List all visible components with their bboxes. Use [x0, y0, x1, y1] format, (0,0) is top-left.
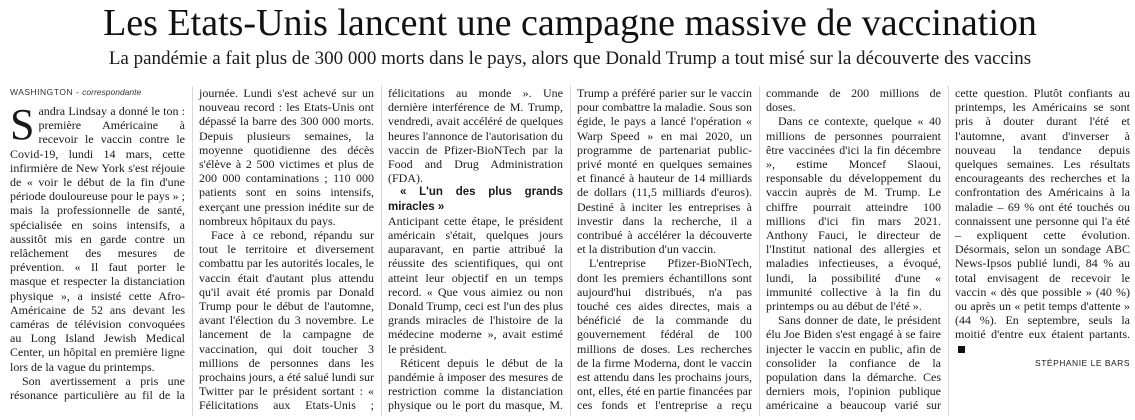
paragraph-3: Face à ce rebond, répandu sur tout le territoire et diversement combattu par les autorités locales, le vaccin était d'autant plus attendu qu'il avait été promis par Donald Trump pour le début de l'automne, avant l'élection du 3 novembre. Le lancement de la campagne de vaccination, qui doit toucher 3 millions de personnes dans les prochains jours, a été salué lundi sur Twitter par le président sortant : « Félicitations aux Etats-Unis ; félicitations au monde ». Une dernière interférence de M. Trump, vendredi, avait accéléré de quelques heures l'annonce de l'autorisation du vaccin de Pfizer-BioNTech par la Food and Drug Administration (FDA).	[199, 86, 563, 413]
dateline-place: WASHINGTON	[10, 87, 74, 97]
standfirst: La pandémie a fait plus de 300 000 morts dans le pays, alors que Donald Trump a tout misé sur la découverte des vaccins	[108, 48, 1032, 69]
dateline-separator: -	[73, 87, 83, 97]
dateline	[10, 86, 185, 98]
paragraph-5: Réticent depuis le début de la pandémie à imposer des mesures de restriction comme la distanciation physique ou le port du masque, M. Trump a préféré parier sur le vaccin pour combattre la maladie. Sous son égide, le pays a lancé l'opération « Warp Speed » en mai 2020, un programme de partenariat public-privé monté en quelques semaines et financé à hauteur de 14 milliards de dollars (11,5 milliards d'euros). Destiné à inciter les entreprises à investir dans la recherche, il a contribué à accélérer la découverte et la distribution d'un vaccin.	[388, 86, 752, 413]
subheading: « L'un des plus grands miracles »	[388, 186, 563, 213]
paragraph-text: Sans donner de date, le président élu Joe Biden s'est engagé à se faire injecter le vaccin en public, afin de consolider la confiance de la population dans la démarche. Ces derniers mois, l'opinion publique américaine a beaucoup varié sur cette question. Plutôt confiants au printemps, les Américains se sont pris à douter durant l'été et l'automne, avant d'inverser à nouveau la tendance depuis quelques semaines. Les résultats encourageants des recherches et la confrontation des Américains à la maladie – 69 % ont été touchés ou connaissent une personne qui l'a été – expliquent cette évolution. Désormais, selon un sondage ABC News-Ipsos publié lundi, 84 % au total envisagent de recevoir le vaccin « dès que possible » (40 %) ou après un « petit temps d'attente » (44 %). En septembre, seuls la moitié d'entre eux étaient partants.	[766, 86, 1130, 413]
paragraph-2: Son avertissement a pris une résonance particulière au fil de la journée. Lundi s'est achevé sur un nouveau record : les Etats-Unis ont dépassé la barre des 300 000 morts. Depuis plusieurs semaines, la moyenne quotidienne des décès s'élève à 2 500 victimes et plus de 200 000 contaminations ; 110 000 patients sont en soins intensifs, exerçant une pression inédite sur de nombreux hôpitaux du pays.	[10, 86, 374, 403]
paragraph-4: Anticipant cette étape, le président américain s'était, quelques jours auparavant, en partie attribué la réussite des scientifiques, qui ont atteint leur objectif en un temps record. « Que vous aimiez ou non Donald Trump, ceci est l'un des plus grands miracles de l'histoire de la médecine moderne », avait estimé le président.	[388, 213, 563, 356]
article-body	[10, 86, 1130, 416]
paragraph-1	[10, 100, 185, 374]
author-signature: STÉPHANIE LE BARS	[1035, 357, 1130, 368]
headline: Les Etats-Unis lancent une campagne massive de vaccination	[103, 2, 1037, 44]
paragraph-6: L'entreprise Pfizer-BioNTech, dont les premiers échantillons sont aujourd'hui distribués, n'a pas touché ces aides directes, mais a bénéficié de la commande du gouvernement fédéral de 100 millions de doses. Les recherches de la firme Moderna, dont le vaccin est attendu dans les prochains jours, ont, elles, été en partie financées par ces fonds et l'entreprise a reçu commande de 200 millions de doses.	[577, 86, 941, 413]
end-mark-icon	[958, 346, 965, 353]
drop-cap: S	[10, 100, 35, 149]
paragraph-7: Dans ce contexte, quelque « 40 millions de personnes pourraient être vaccinées d'ici la fin décembre », estime Moncef Slaoui, responsable du développement du vaccin auprès de M. Trump. Le chiffre pourrait atteindre 100 millions d'ici fin mars 2021. Anthony Fauci, le directeur de l'Institut national des allergies et maladies infectieuses, a évoqué, lundi, la possibilité d'une « immunité collective à la fin du printemps ou au début de l'été ».	[766, 114, 941, 314]
dateline-role: correspondante	[82, 87, 142, 97]
paragraph-text: andra Lindsay a donné le ton : première Américaine à recevoir le vaccin contre le Covid-19, lundi 14 mars, cette infirmière de New York s'est réjouie de « voir le début de la fin d'une période douloureuse pour le pays » ; mais la professionnelle de santé, spécialisée en soins intensifs, a aussitôt mis en garde contre un relâchement des mesures de prévention. « Il faut porter le masque et respecter la distanciation physique », a insisté cette Afro-Américaine de 52 ans devant les caméras de télévision convoquées au Long Island Jewish Medical Center, un hôpital en première ligne lors de la vague du printemps.	[10, 104, 185, 374]
